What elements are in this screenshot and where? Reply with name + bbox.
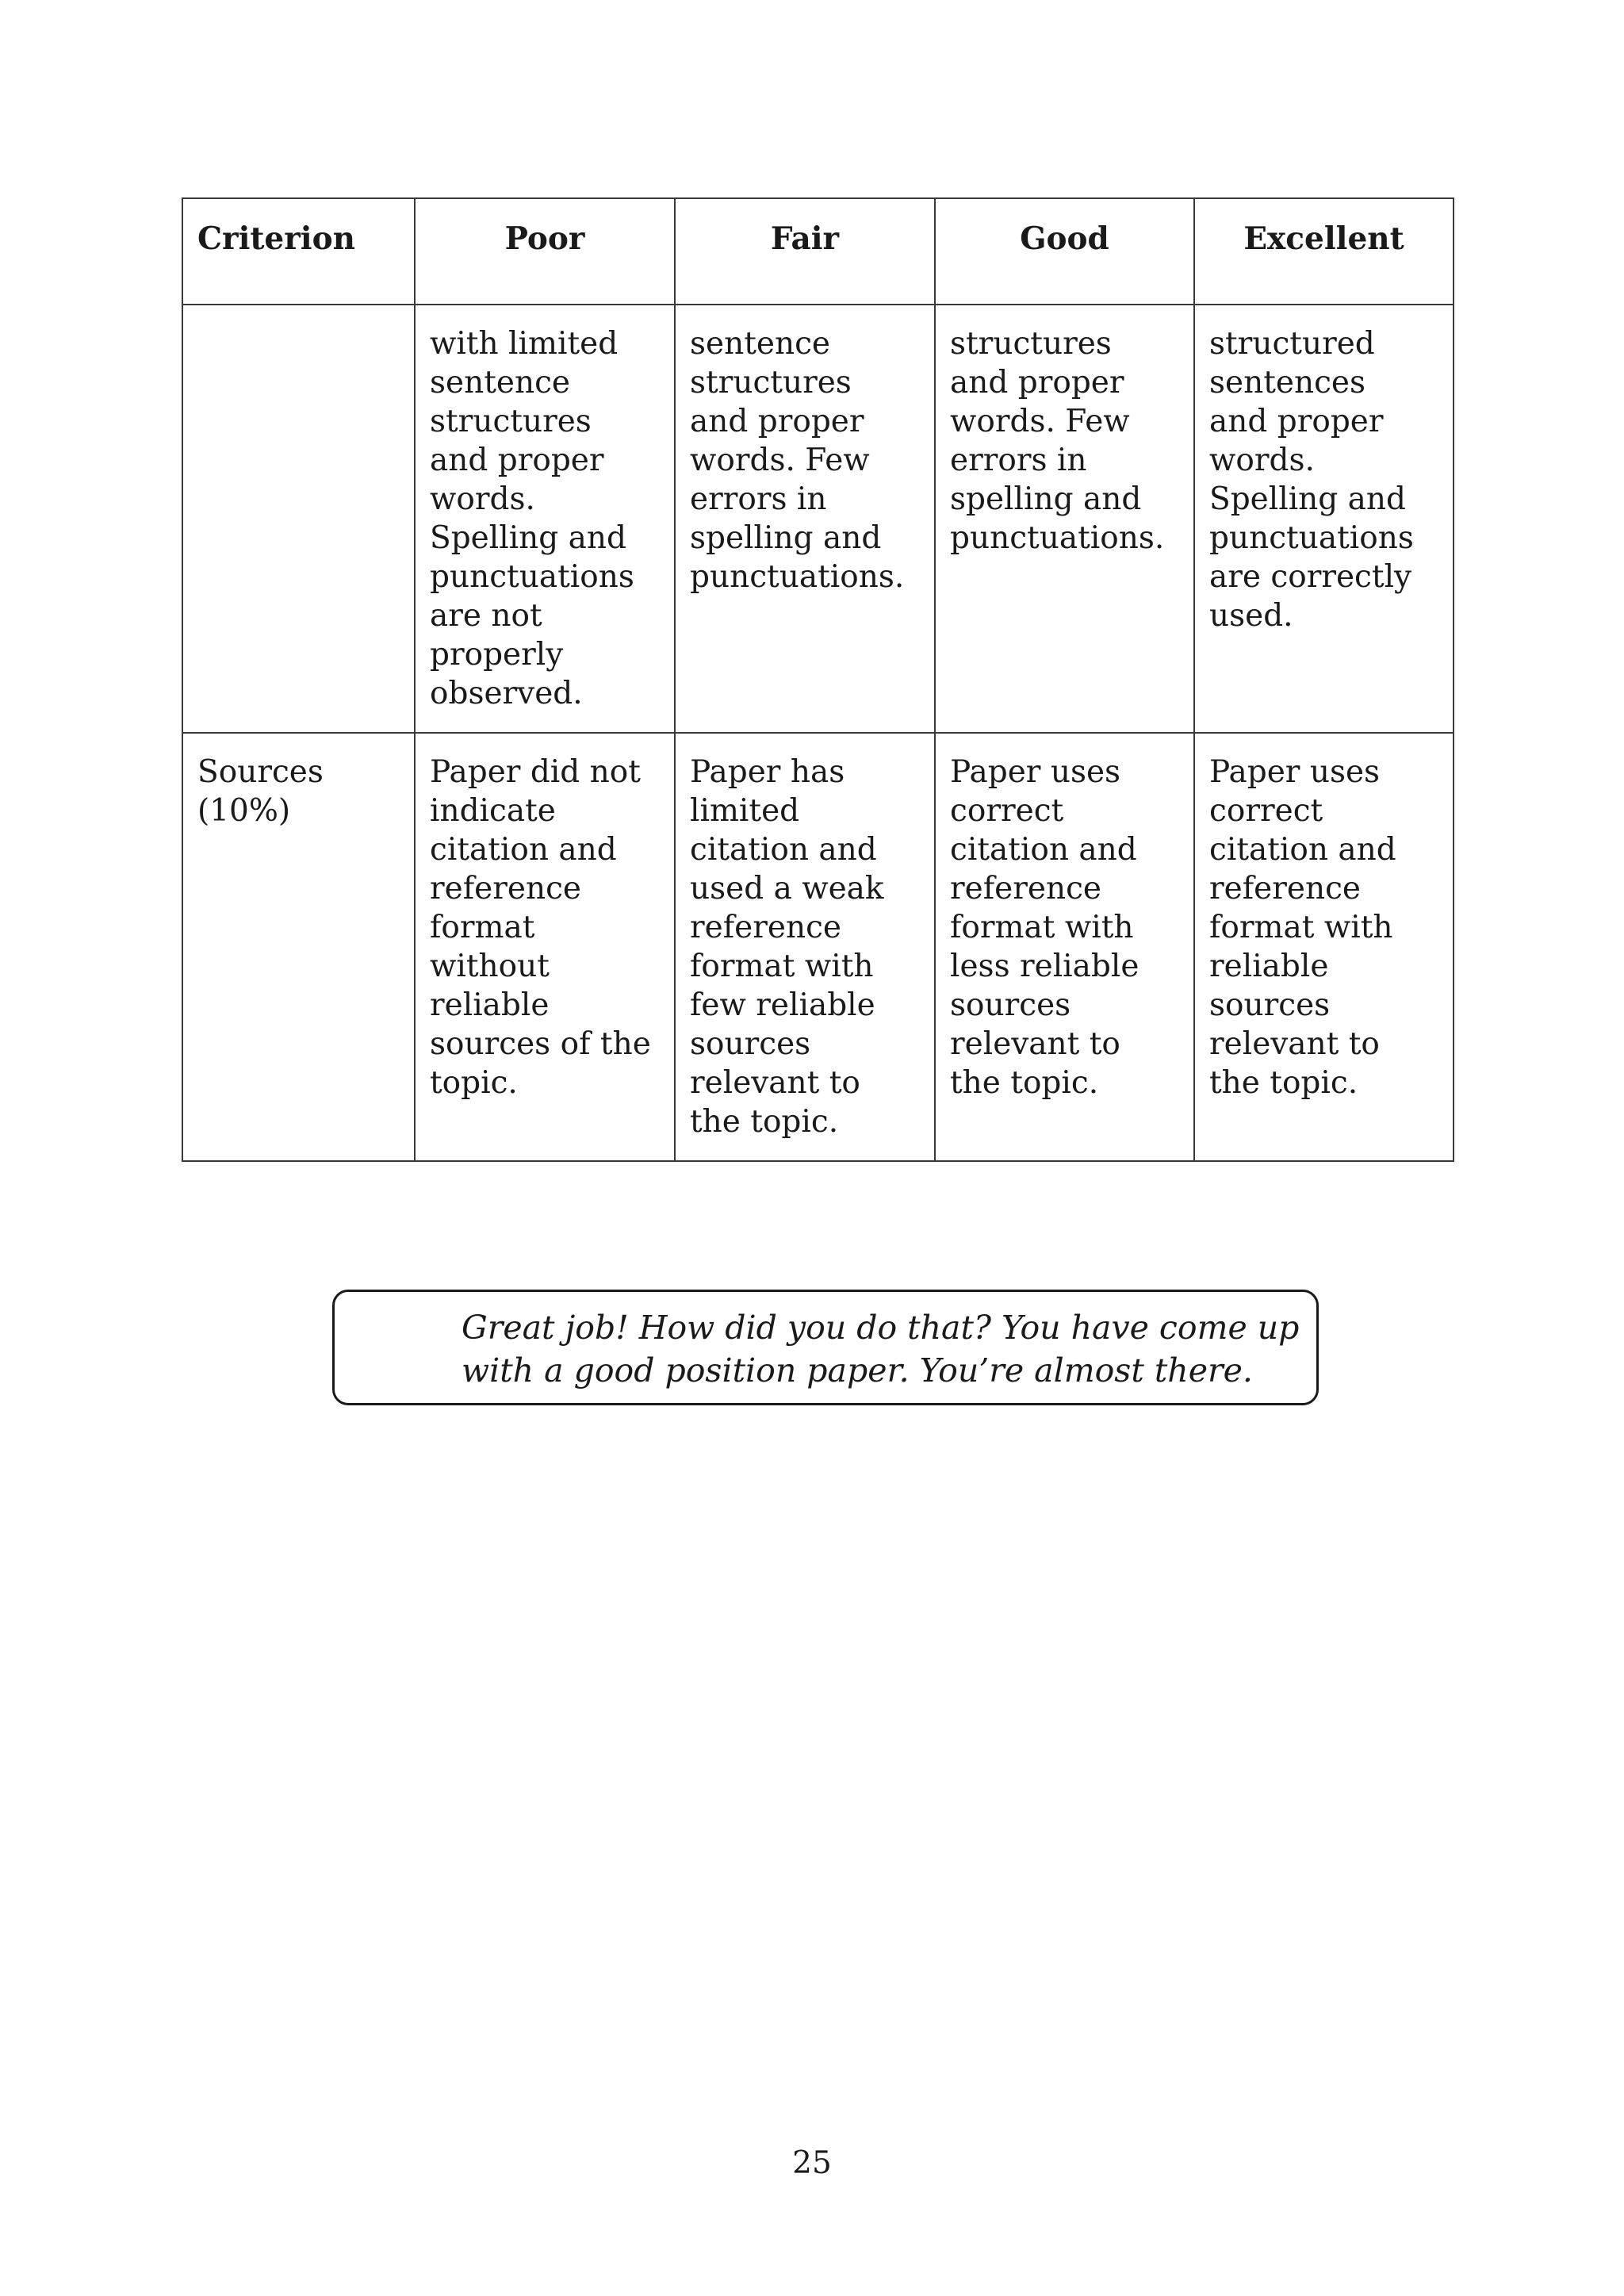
excellent-text: Paper uses correct citation and reference format with reliable sources relevant to the topic.: [1209, 754, 1396, 1101]
good-cell: [935, 733, 1194, 1161]
poor-cell: [415, 733, 675, 1161]
poor-cell: [415, 305, 675, 733]
table-row: [182, 305, 1454, 733]
good-text: Paper uses correct citation and reference format with less reliable sources relevant to the topic.: [950, 754, 1139, 1101]
table-row: [182, 733, 1454, 1161]
fair-cell: [675, 305, 935, 733]
header-fair: Fair: [675, 198, 935, 305]
fair-text: sentence structures and proper words. Few errors in spelling and punctuations.: [690, 326, 905, 595]
fair-text: Paper has limited citation and used a weak reference format with few reliable sources relevant to the topic.: [690, 754, 884, 1140]
excellent-cell: [1194, 305, 1454, 733]
encouragement-callout: [332, 1290, 1319, 1405]
poor-text: Paper did not indicate citation and reference format without reliable sources of the topic.: [430, 754, 651, 1101]
header-good: Good: [935, 198, 1194, 305]
excellent-text: structured sentences and proper words. Spelling and punctuations are correctly used.: [1209, 326, 1414, 634]
good-cell: [935, 305, 1194, 733]
criterion-cell: [182, 733, 415, 1161]
page-number: 25: [792, 2145, 832, 2181]
header-criterion: Criterion: [182, 198, 415, 305]
callout-text: Great job! How did you do that? You have come up with a good position paper. You’re almost there.: [462, 1309, 1300, 1389]
header-poor: Poor: [415, 198, 675, 305]
good-text: structures and proper words. Few errors in spelling and punctuations.: [950, 326, 1165, 556]
fair-cell: [675, 733, 935, 1161]
header-excellent: Excellent: [1194, 198, 1454, 305]
criterion-text: Sources (10%): [197, 754, 324, 829]
excellent-cell: [1194, 733, 1454, 1161]
criterion-cell: [182, 305, 415, 733]
rubric-table: [182, 197, 1454, 1162]
poor-text: with limited sentence structures and proper words. Spelling and punctuations are not properly observed.: [430, 326, 634, 711]
table-header-row: [182, 198, 1454, 305]
